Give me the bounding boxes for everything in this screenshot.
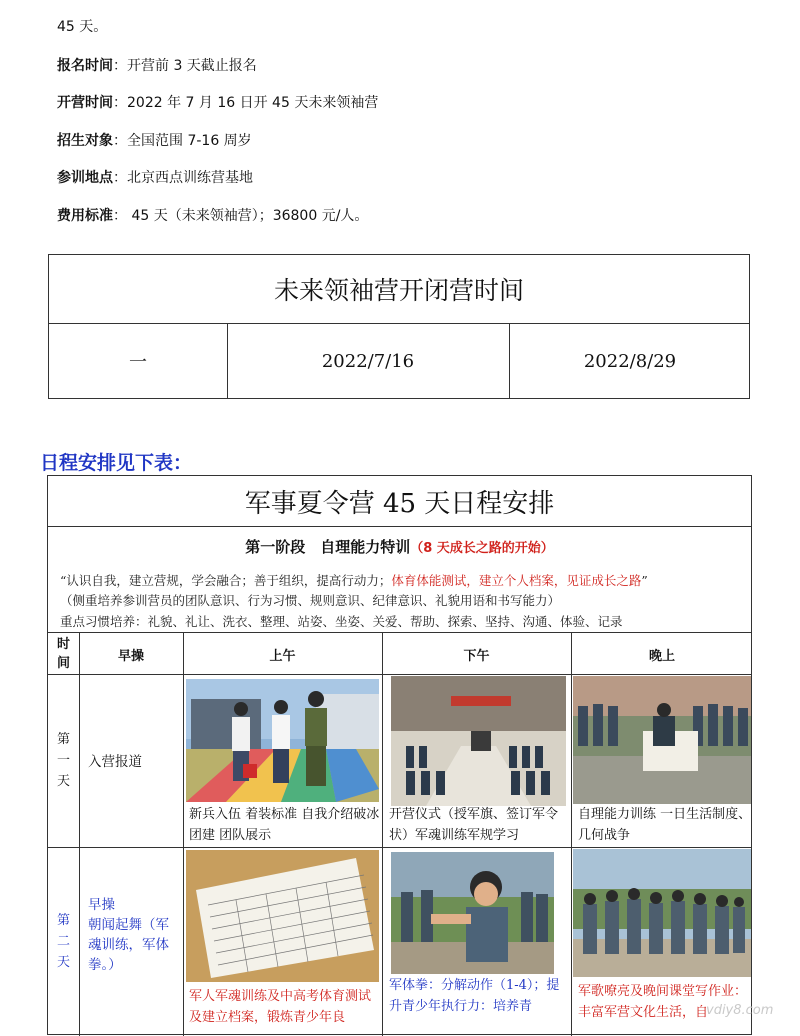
phase-note: （8 天成长之路的开始） (410, 541, 554, 556)
col-time-1: 时 (56, 637, 70, 652)
day1-eve-caption: 自理能力训练 一日生活制度、几何战争 (578, 807, 752, 843)
day1-pm-caption: 开营仪式（授军旗、签订军令状）军魂训练军规学习 (389, 807, 559, 843)
day2-label-1: 第 (56, 913, 70, 928)
location-label: 参训地点 (57, 170, 113, 186)
day2-pm-photo (391, 852, 554, 974)
day2-label-2: 二 (56, 934, 70, 949)
target-label: 招生对象 (57, 133, 113, 149)
col-time (48, 633, 79, 675)
col-early: 早操 (117, 648, 144, 664)
day1-early: 入营报道 (88, 754, 142, 770)
day1-eve-photo (573, 676, 751, 804)
day1-label (48, 674, 79, 847)
location-value: ：北京西点训练营基地 (113, 170, 253, 186)
schedule-heading: 日程安排见下表： (40, 452, 193, 474)
day1-am-photo (186, 679, 379, 802)
day2-early-title: 早操 (88, 897, 115, 913)
focus-text: （侧重培养参训营员的团队意识、行为习惯、规则意识、纪律意识、礼貌用语和书写能力） (60, 593, 561, 608)
signup-time-label: 报名时间 (57, 58, 113, 74)
divider (79, 632, 80, 1036)
divider (382, 632, 383, 1036)
signup-time-value: ：开营前 3 天截止报名 (113, 58, 257, 74)
camp-close-date: 2022/8/29 (583, 350, 677, 372)
open-time-label: 开营时间 (57, 95, 113, 111)
camp-open-date: 2022/7/16 (321, 350, 415, 372)
camp-period: 一 (129, 352, 147, 373)
day2-am-photo (186, 850, 379, 982)
camp-dates-table (48, 254, 750, 399)
day2-pm-caption: 军体拳：分解动作（1-4）；提升青少年执行力：培养青 (389, 978, 560, 1014)
target-value: ：全国范围 7-16 周岁 (113, 133, 252, 149)
fee-label: 费用标准 (57, 208, 113, 224)
habits-text: 重点习惯培养：礼貌、礼让、洗衣、整理、站姿、坐姿、关爱、帮助、探索、坚持、沟通、体验、记录 (60, 614, 623, 629)
divider (48, 847, 751, 848)
day2-early-detail: 朝闻起舞（军魂训练，军体拳。） (88, 917, 169, 973)
col-am: 上午 (269, 648, 296, 664)
day2-am-caption: 军人军魂训练及中高考体育测试及建立档案，锻炼青少年良 (189, 989, 372, 1025)
day1-am-caption: 新兵入伍 着装标准 自我介绍破冰团建 团队展示 (189, 807, 380, 843)
watermark-text: vdiy8.com (706, 1003, 774, 1018)
day2-label-3: 天 (56, 955, 70, 970)
open-time-value: ：2022 年 7 月 16 日开 45 天未来领袖营 (113, 95, 379, 111)
day1-pm-photo (391, 676, 566, 806)
fee-line (57, 205, 368, 225)
location-line (57, 167, 253, 187)
divider (183, 632, 184, 1036)
open-time-line (57, 92, 378, 112)
motto-red: 体育体能测试，建立个人档案，见证成长之路 (391, 573, 642, 588)
divider (571, 632, 572, 1036)
motto (60, 571, 648, 589)
day2-eve-photo (573, 849, 751, 977)
phase-title: 第一阶段 自理能力特训 (245, 538, 411, 556)
intro-tail: 45 天。 (57, 19, 108, 35)
motto-end: ” (641, 573, 648, 588)
schedule-table (47, 475, 752, 1035)
day1-label-3: 天 (56, 774, 70, 789)
col-eve: 晚上 (648, 648, 675, 664)
day1-label-2: 一 (56, 753, 70, 768)
motto-plain: “认识自我，建立营规，学会融合；善于组织，提高行动力； (60, 573, 392, 588)
col-time-2: 间 (56, 656, 70, 671)
day2-early (88, 895, 178, 975)
target-line (57, 130, 252, 150)
schedule-title: 军事夏令营 45 天日程安排 (48, 476, 751, 527)
day2-label (48, 847, 79, 1036)
day2-eve-caption: 军歌嘹亮及晚间课堂写作业：丰富军营文化生活，自 (578, 984, 748, 1020)
signup-time-line (57, 55, 257, 75)
phase-heading (48, 536, 751, 557)
camp-dates-title: 未来领袖营开闭营时间 (49, 255, 749, 324)
fee-value: ： 45 天（未来领袖营）；36800 元/人。 (113, 208, 369, 224)
col-pm: 下午 (463, 648, 490, 664)
day1-label-1: 第 (56, 732, 70, 747)
